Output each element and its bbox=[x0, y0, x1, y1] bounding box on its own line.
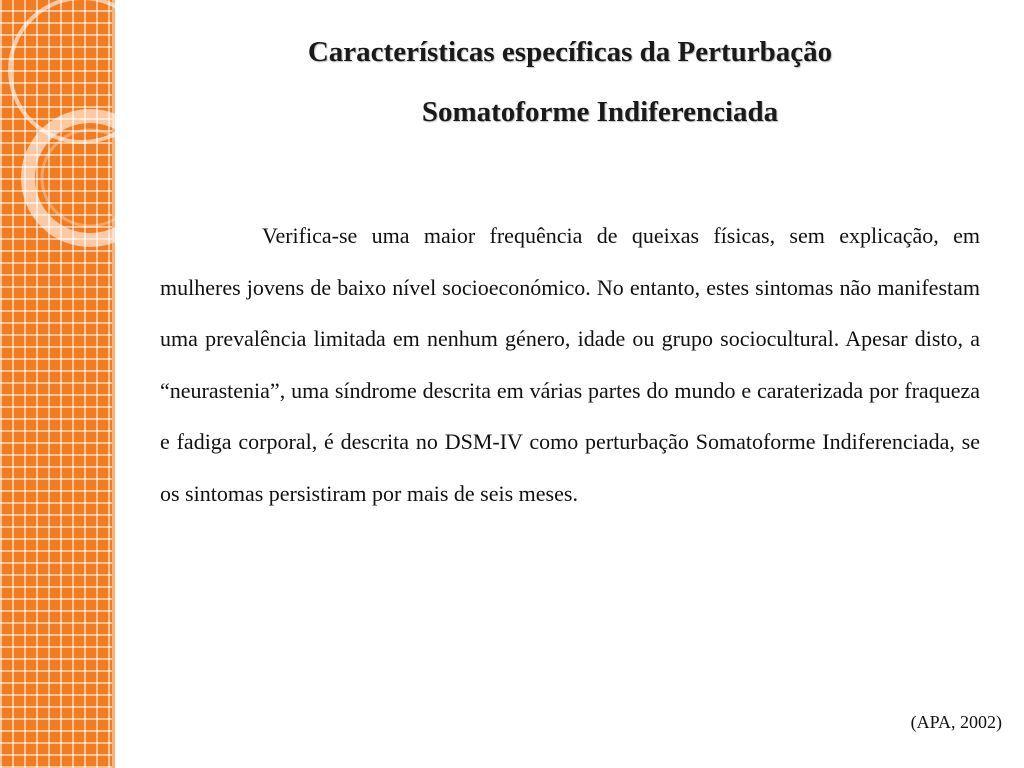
lower-circle-inner-ring bbox=[42, 130, 115, 226]
decorative-circles bbox=[0, 0, 115, 260]
slide-title bbox=[150, 22, 1020, 142]
title-line-1: Características específicas da Perturbação bbox=[307, 36, 833, 68]
citation: (APA, 2002) bbox=[910, 712, 1002, 732]
body-paragraph: Verifica-se uma maior frequência de queixas físicas, sem explicação, em mulheres jovens de baixo nível socioeconómico. No entanto, estes sintomas não manifestam uma prevalência limitada em nenhum género, idade ou grupo sociocultural. Apesar disto, a “neurastenia”, uma síndrome descrita em várias partes do mundo e caraterizada por fraqueza e fadiga corporal, é descrita no DSM-IV como perturbação Somatoforme Indiferenciada, se os sintomas persistiram por mais de seis meses. bbox=[160, 223, 980, 506]
title-line-2: Somatoforme Indiferenciada bbox=[421, 96, 779, 128]
